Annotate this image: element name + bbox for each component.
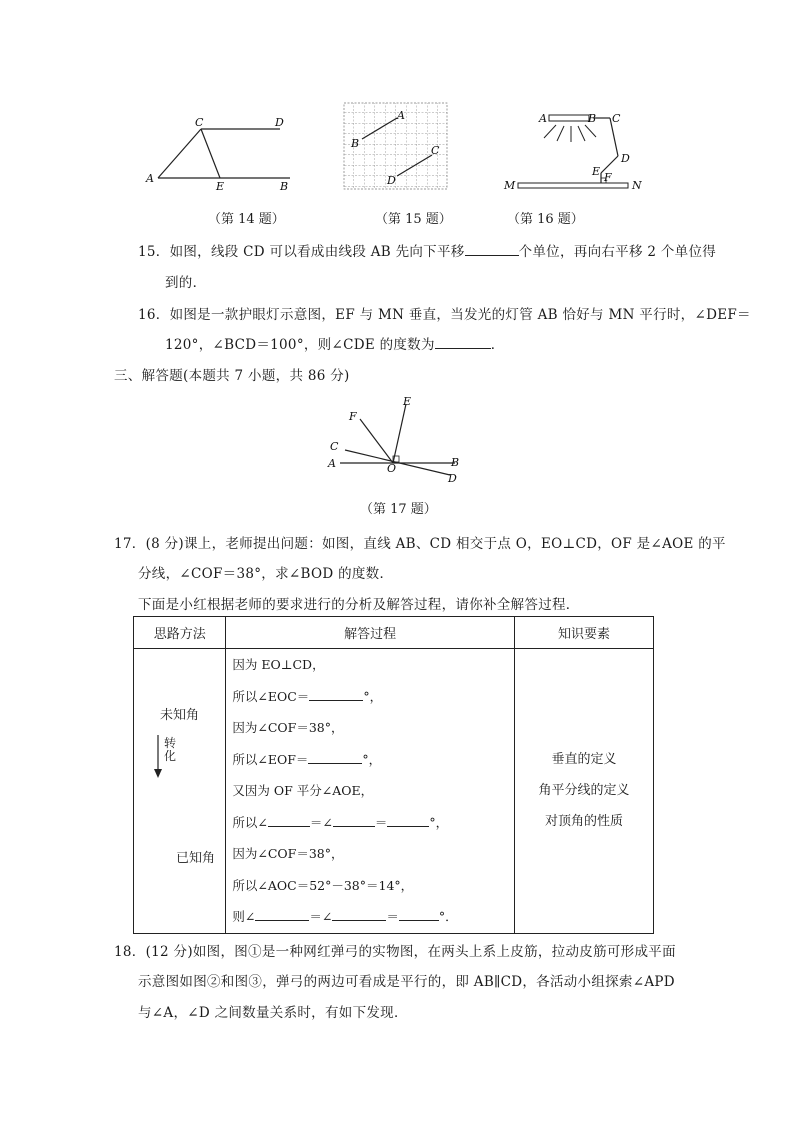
fig16-label-e: E bbox=[592, 165, 601, 178]
fig17-caption: （第 17 题） bbox=[360, 502, 437, 517]
q18-line1: 18．(12 分)如图，图①是一种网红弹弓的实物图，在两头上系上皮筋，拉动皮筋可形成平面 bbox=[114, 944, 676, 960]
fig14-label-a: A bbox=[146, 172, 154, 185]
fig17-label-d: D bbox=[448, 472, 457, 485]
blank-angle-3[interactable] bbox=[255, 908, 309, 921]
q16-text-a: 16．如图是一款护眼灯示意图，EF 与 MN 垂直，当发光的灯管 AB 恰好与 MN 平行时，∠DEF＝ bbox=[138, 307, 751, 323]
fig14-label-d: D bbox=[275, 116, 284, 129]
blank-value-1[interactable] bbox=[387, 814, 429, 827]
step-7: 因为∠COF＝38°， bbox=[232, 846, 344, 861]
blank-value-2[interactable] bbox=[399, 908, 439, 921]
fig15-label-c: C bbox=[431, 144, 440, 157]
knowledge-item: 对顶角的性质 bbox=[544, 814, 623, 830]
transform-arrow-icon bbox=[154, 735, 162, 779]
fig16-label-m: M bbox=[504, 179, 516, 192]
table-header-row bbox=[134, 617, 654, 649]
fig15-label-a: A bbox=[397, 109, 405, 122]
blank-angle-4[interactable] bbox=[332, 908, 386, 921]
step-4 bbox=[232, 744, 514, 776]
q15-text-c: 到的． bbox=[165, 275, 207, 291]
fig14-label-b: B bbox=[280, 180, 289, 193]
q16-line2 bbox=[165, 333, 505, 353]
fig16-label-d: D bbox=[621, 152, 630, 165]
section3-heading: 三、解答题(本题共 7 小题，共 86 分) bbox=[114, 368, 350, 384]
step-6-b: ＝∠ bbox=[309, 814, 333, 830]
q17-line1: 17．(8 分)课上，老师提出问题：如图，直线 AB、CD 相交于点 O，EO⊥CD，OF 是∠AOE 的平 bbox=[114, 536, 726, 552]
fig16-label-f: F bbox=[604, 171, 612, 184]
step-4-b: °， bbox=[362, 751, 382, 767]
step-8: 所以∠AOC＝52°－38°＝14°， bbox=[232, 877, 414, 893]
blank-angle-1[interactable] bbox=[268, 814, 310, 827]
fig17-label-o: O bbox=[387, 462, 397, 475]
figure-17 bbox=[320, 392, 470, 488]
step-9-a: 则∠ bbox=[232, 909, 256, 924]
fig16-label-a: A bbox=[539, 112, 547, 125]
step-9 bbox=[232, 901, 514, 933]
q16-blank[interactable] bbox=[435, 336, 491, 349]
step-6-a: 所以∠ bbox=[232, 814, 268, 830]
fig17-label-b: B bbox=[451, 456, 460, 469]
fig16-label-c: C bbox=[612, 112, 621, 125]
q18-line2: 示意图如图②和图③，弹弓的两边可看成是平行的，即 AB∥CD，各活动小组探索∠APD bbox=[138, 974, 675, 990]
fig16-label-b: B bbox=[588, 112, 597, 125]
step-2 bbox=[232, 681, 514, 713]
step-2-b: °， bbox=[363, 688, 383, 704]
fig16-label-n: N bbox=[632, 179, 642, 192]
fig14-caption: （第 14 题） bbox=[208, 212, 285, 227]
q15-line1 bbox=[138, 240, 716, 260]
fig17-label-a: A bbox=[328, 457, 336, 470]
fig15-label-d: D bbox=[387, 174, 396, 187]
known-angle: 已知角 bbox=[176, 851, 216, 866]
fig16-caption: （第 16 题） bbox=[507, 212, 584, 227]
table-body-row bbox=[134, 649, 654, 934]
knowledge-cell bbox=[514, 649, 653, 934]
blank-eoc[interactable] bbox=[309, 688, 363, 701]
q16-text-c: ． bbox=[490, 337, 505, 353]
blank-eof[interactable] bbox=[308, 751, 362, 764]
step-6 bbox=[232, 807, 514, 839]
q15-blank[interactable] bbox=[465, 243, 519, 256]
header-method: 思路方法 bbox=[134, 617, 226, 649]
figure-15 bbox=[343, 102, 449, 192]
q18-line3: 与∠A，∠D 之间数量关系时，有如下发现． bbox=[138, 1005, 408, 1021]
step-2-a: 所以∠EOC＝ bbox=[232, 688, 310, 704]
q16-text-b: 120°，∠BCD＝100°，则∠CDE 的度数为 bbox=[165, 337, 435, 353]
fig14-label-e: E bbox=[216, 180, 225, 193]
process-cell bbox=[226, 649, 515, 934]
figure-16 bbox=[500, 108, 650, 194]
fig17-label-e: E bbox=[403, 395, 412, 408]
q17-line2: 分线，∠COF＝38°，求∠BOD 的度数． bbox=[138, 566, 394, 582]
q15-text-b: 个单位，再向右平移 2 个单位得 bbox=[518, 244, 717, 260]
fig15-caption: （第 15 题） bbox=[375, 212, 452, 227]
unknown-angle: 未知角 bbox=[160, 708, 200, 723]
q15-line2 bbox=[165, 271, 206, 291]
step-4-a: 所以∠EOF＝ bbox=[232, 751, 309, 767]
q17-intro: 下面是小红根据老师的要求进行的分析及解答过程，请你补全解答过程． bbox=[138, 597, 580, 613]
header-knowledge: 知识要素 bbox=[514, 617, 653, 649]
solution-table bbox=[133, 616, 654, 934]
header-process: 解答过程 bbox=[226, 617, 515, 649]
figure-14 bbox=[140, 112, 300, 194]
fig17-label-c: C bbox=[330, 440, 339, 453]
step-9-c: ＝ bbox=[386, 909, 399, 924]
step-6-c: ＝ bbox=[374, 814, 388, 830]
step-3: 因为∠COF＝38°， bbox=[232, 720, 344, 735]
fig15-label-b: B bbox=[351, 137, 360, 150]
step-9-d: °． bbox=[438, 909, 458, 924]
q15-text-a: 15．如图，线段 CD 可以看成由线段 AB 先向下平移 bbox=[138, 244, 465, 260]
knowledge-item: 角平分线的定义 bbox=[538, 783, 630, 799]
fig17-label-f: F bbox=[349, 410, 357, 423]
knowledge-item: 垂直的定义 bbox=[551, 752, 617, 768]
fig14-label-c: C bbox=[195, 116, 204, 129]
transform-label: 转化 bbox=[164, 736, 177, 763]
step-6-d: °， bbox=[429, 814, 449, 830]
blank-angle-2[interactable] bbox=[333, 814, 375, 827]
step-5: 又因为 OF 平分∠AOE， bbox=[232, 783, 374, 798]
method-cell bbox=[134, 649, 226, 934]
step-9-b: ＝∠ bbox=[309, 909, 333, 924]
q16-line1 bbox=[138, 303, 751, 323]
step-1: 因为 EO⊥CD， bbox=[232, 657, 325, 672]
